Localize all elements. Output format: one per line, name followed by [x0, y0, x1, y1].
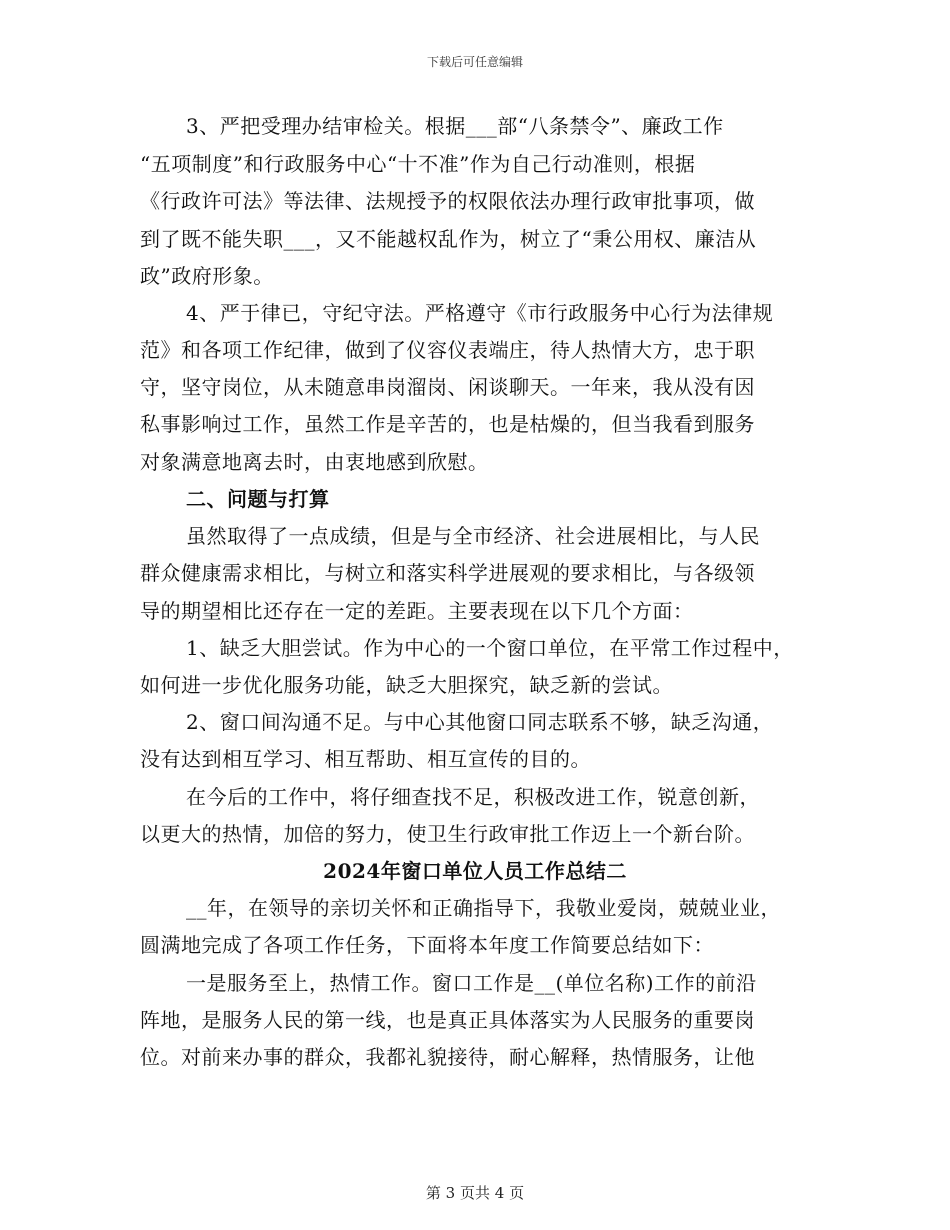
paragraph-line: 守，坚守岗位，从未随意串岗溜岗、闲谈聊天。一年来，我从没有因	[140, 375, 755, 399]
paragraph-line: 4、严于律已，守纪守法。严格遵守《市行政服务中心行为法律规	[186, 301, 774, 325]
paragraph-line: 2、窗口间沟通不足。与中心其他窗口同志联系不够，缺乏沟通，	[186, 710, 774, 734]
paragraph-line: 位。对前来办事的群众，我都礼貌接待，耐心解释，热情服务，让他	[140, 1045, 755, 1069]
paragraph-line: 阵地，是服务人民的第一线，也是真正具体落实为人民服务的重要岗	[140, 1008, 755, 1032]
paragraph-line: 3、严把受理办结审检关。根据___部“八条禁令”、廉政工作	[186, 114, 724, 138]
paragraph-line: “五项制度”和行政服务中心“十不准”作为自己行动准则，根据	[140, 152, 696, 176]
paragraph-line: 群众健康需求相比，与树立和落实科学进展观的要求相比，与各级领	[140, 561, 755, 585]
page-header: 下载后可任意编辑	[426, 55, 523, 69]
document-title: 2024年窗口单位人员工作总结二	[323, 859, 627, 883]
paragraph-line: 对象满意地离去时，由衷地感到欣慰。	[140, 450, 489, 474]
paragraph-line: 以更大的热情，加倍的努力，使卫生行政审批工作迈上一个新台阶。	[140, 822, 755, 846]
paragraph-line: 圆满地完成了各项工作任务，下面将本年度工作简要总结如下：	[140, 933, 714, 957]
section-heading: 二、问题与打算	[186, 487, 330, 511]
paragraph-line: 一是服务至上，热情工作。窗口工作是__(单位名称)工作的前沿	[186, 971, 757, 995]
paragraph-line: 政”政府形象。	[140, 264, 274, 288]
paragraph-line: 私事影响过工作，虽然工作是辛苦的，也是枯燥的，但当我看到服务	[140, 412, 755, 436]
paragraph-line: 1、缺乏大胆尝试。作为中心的一个窗口单位，在平常工作过程中，	[186, 636, 794, 660]
page-footer: 第 3 页共 4 页	[425, 1184, 525, 1202]
paragraph-line: 《行政许可法》等法律、法规授予的权限依法办理行政审批事项，做	[140, 189, 755, 213]
paragraph-line: 到了既不能失职___，又不能越权乱作为，树立了“秉公用权、廉洁从	[140, 227, 757, 251]
paragraph-line: 在今后的工作中，将仔细查找不足，积极改进工作，锐意创新，	[186, 785, 760, 809]
paragraph-line: 如何进一步优化服务功能，缺乏大胆探究，缺乏新的尝试。	[140, 673, 673, 697]
paragraph-line: 没有达到相互学习、相互帮助、相互宣传的目的。	[140, 747, 591, 771]
paragraph-line: 导的期望相比还存在一定的差距。主要表现在以下几个方面：	[140, 599, 694, 623]
paragraph-line: 范》和各项工作纪律，做到了仪容仪表端庄，待人热情大方，忠于职	[140, 338, 755, 362]
paragraph-line: __年，在领导的亲切关怀和正确指导下，我敬业爱岗，兢兢业业，	[186, 896, 781, 920]
paragraph-line: 虽然取得了一点成绩，但是与全市经济、社会进展相比，与人民	[186, 524, 760, 548]
